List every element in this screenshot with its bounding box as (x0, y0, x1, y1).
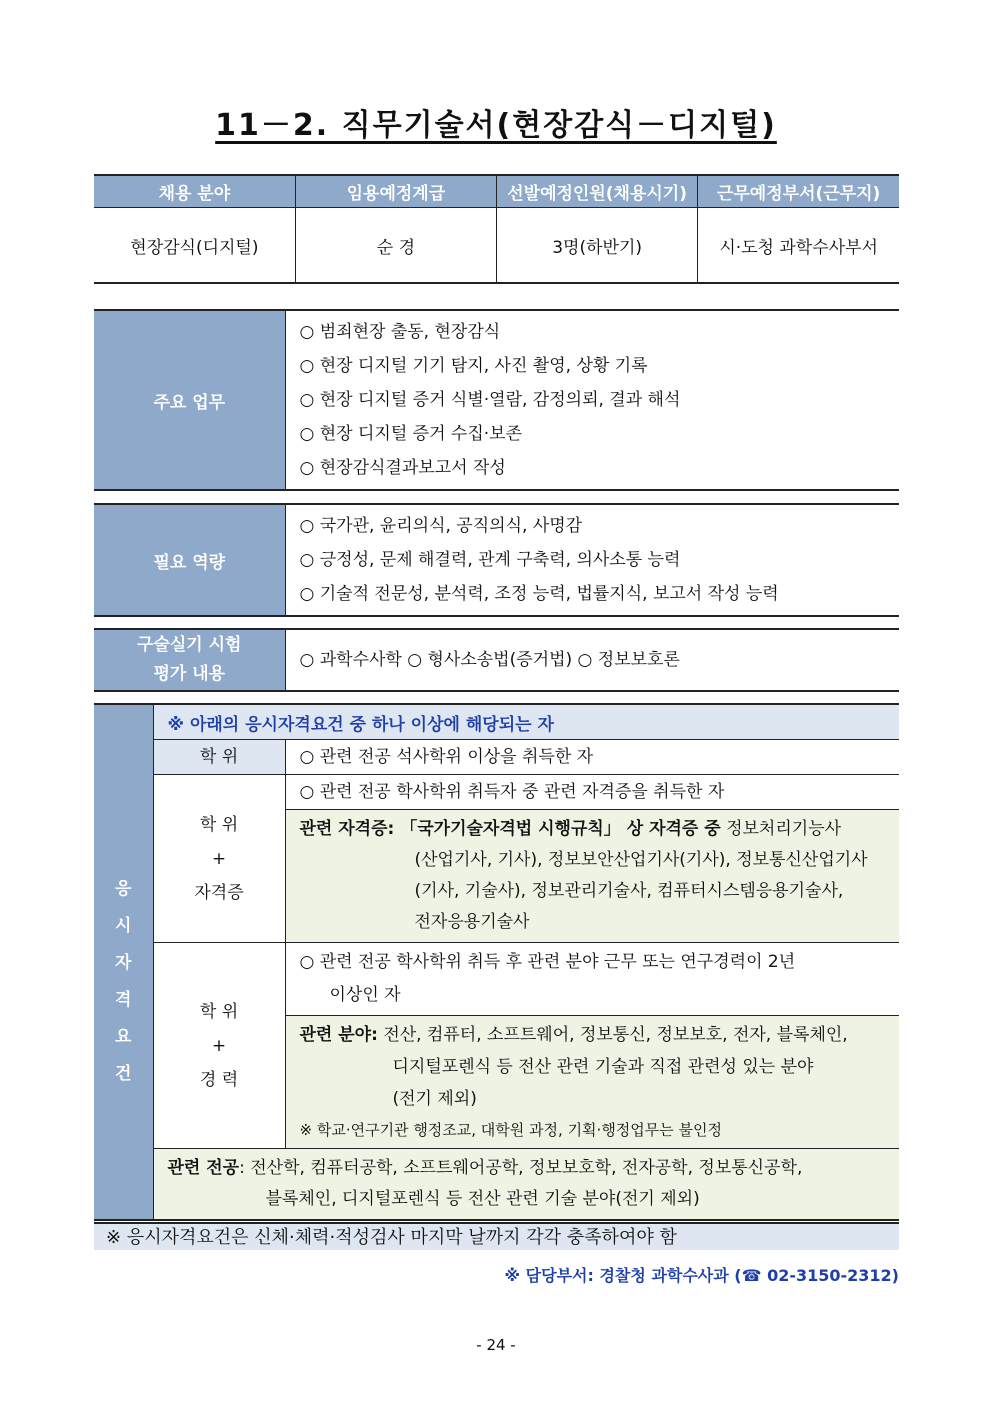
field-note: ※ 학교·연구기관 행정조교, 대학원 과정, 기획·행정업무는 불인정 (299, 1121, 723, 1139)
side-char: 건 (115, 1064, 132, 1084)
degree-cert-label-line2: + (211, 848, 227, 869)
page-number: - 24 - (476, 1336, 516, 1354)
major-line: 블록체인, 디지털포렌식 등 전산 관련 기술 분야(전기 제외) (265, 1189, 700, 1209)
field-line: 디지털포렌식 등 전산 관련 기술과 직접 관련성 있는 분야 (392, 1057, 814, 1077)
degree-text: ○ 관련 전공 석사학위 이상을 취득한 자 (285, 740, 899, 775)
degree-label: 학 위 (153, 740, 285, 775)
degree-career-line: ○ 관련 전공 학사학위 취득 후 관련 분야 근무 또는 연구경력이 2년 (299, 952, 796, 972)
cert-list (285, 810, 899, 943)
duty-item: ○ 현장감식결과보고서 작성 (299, 458, 506, 478)
competency-table (94, 503, 899, 617)
degree-career-text (285, 943, 899, 1016)
oral-exam-label-line1: 구술실기 시험 (137, 635, 242, 655)
oral-exam-label-line2: 평가 내용 (153, 664, 226, 684)
degree-cert-label-line3: 자격증 (194, 882, 244, 903)
degree-career-label-line3: 경 력 (199, 1069, 239, 1090)
field-head: 관련 분야: (299, 1025, 378, 1045)
header-count: 선발예정인원(채용시기) (497, 175, 698, 208)
oral-exam-content: ○ 과학수사학 ○ 형사소송법(증거법) ○ 정보보호론 (299, 650, 680, 670)
cert-line: (기사, 기술사), 정보관리기술사, 컴퓨터시스템응용기술사, (414, 881, 844, 901)
oral-exam-label (94, 629, 285, 691)
duty-item: ○ 현장 디지털 증거 수집‧보존 (299, 424, 522, 444)
competency-label: 필요 역량 (94, 504, 285, 616)
value-dept: 시·도청 과학수사부서 (698, 208, 899, 284)
competency-item: ○ 국가관, 윤리의식, 공직의식, 사명감 (299, 516, 583, 536)
degree-cert-label-line1: 학 위 (199, 814, 239, 835)
value-rank: 순 경 (295, 208, 496, 284)
competency-item: ○ 기술적 전문성, 분석력, 조정 능력, 법률지식, 보고서 작성 능력 (299, 584, 779, 604)
header-field: 채용 분야 (94, 175, 295, 208)
header-dept: 근무예정부서(근무지) (698, 175, 899, 208)
major-line: : 전산학, 컴퓨터공학, 소프트웨어공학, 정보보호학, 전자공학, 정보통신공학, (239, 1158, 803, 1178)
header-rank: 임용예정계급 (295, 175, 496, 208)
duties-list (285, 310, 899, 490)
degree-career-label-line2: + (211, 1035, 227, 1056)
page-title: 11－2. 직무기술서(현장감식－디지털) (215, 108, 777, 143)
oral-exam-table (94, 628, 899, 692)
contact-info: ※ 담당부서: 경찰청 과학수사과 (☎ 02-3150-2312) (504, 1266, 899, 1285)
major-head: 관련 전공 (167, 1158, 240, 1178)
qualification-side-label (94, 704, 153, 1220)
cert-line: 전자응용기술사 (414, 912, 530, 932)
side-char: 응 (115, 879, 132, 899)
duty-item: ○ 현장 디지털 기기 탐지, 사진 촬영, 상황 기록 (299, 356, 648, 376)
value-count: 3명(하반기) (497, 208, 698, 284)
degree-career-label (153, 943, 285, 1149)
degree-cert-label (153, 775, 285, 943)
competency-list (285, 504, 899, 616)
cert-line: 정보처리기능사 (726, 819, 842, 839)
footnote: ※ 응시자격요건은 신체·체력·적성검사 마지막 날까지 각각 충족하여야 함 (94, 1222, 899, 1250)
field-line: 전산, 컴퓨터, 소프트웨어, 정보통신, 정보보호, 전자, 블록체인, (383, 1025, 848, 1045)
duties-table (94, 309, 899, 491)
duty-item: ○ 현장 디지털 증거 식별‧열람, 감정의뢰, 결과 해석 (299, 390, 681, 410)
cert-head: 관련 자격증: 「국가기술자격법 시행규칙」 상 자격증 중 (299, 819, 721, 839)
degree-cert-text: ○ 관련 전공 학사학위 취득자 중 관련 자격증을 취득한 자 (285, 775, 899, 810)
field-line: (전기 제외) (392, 1089, 477, 1109)
field-list (285, 1016, 899, 1149)
summary-table (94, 174, 899, 284)
qualification-table (94, 703, 899, 1221)
side-char: 요 (115, 1027, 132, 1047)
competency-item: ○ 긍정성, 문제 해결력, 관계 구축력, 의사소통 능력 (299, 550, 681, 570)
qualification-notice: ※ 아래의 응시자격요건 중 하나 이상에 해당되는 자 (153, 704, 899, 740)
degree-career-line: 이상인 자 (329, 985, 401, 1005)
major-list (153, 1149, 899, 1221)
degree-career-label-line1: 학 위 (199, 1001, 239, 1022)
value-field: 현장감식(디지털) (130, 237, 259, 258)
side-char: 자 (115, 953, 132, 973)
side-char: 시 (115, 916, 132, 936)
duty-item: ○ 범죄현장 출동, 현장감식 (299, 322, 501, 342)
duties-label: 주요 업무 (94, 310, 285, 490)
cert-line: (산업기사, 기사), 정보보안산업기사(기사), 정보통신산업기사 (414, 850, 868, 870)
side-char: 격 (115, 990, 132, 1010)
